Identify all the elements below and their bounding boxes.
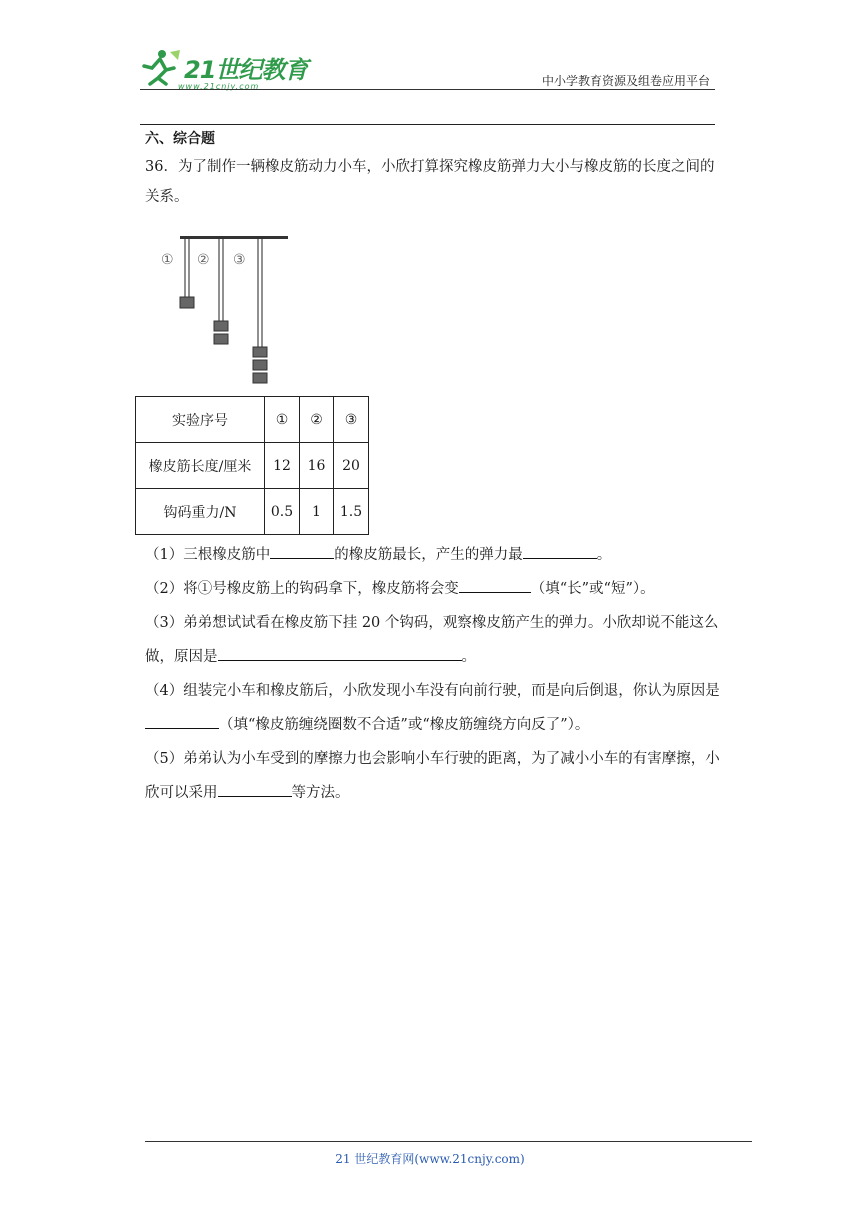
table-cell: 1.5 <box>334 489 369 535</box>
sub-question-text: （1）三根橡皮筋中 <box>145 547 271 563</box>
sub-question-text: 的橡皮筋最长，产生的弹力最 <box>334 547 523 563</box>
sub-question-2 <box>145 572 725 606</box>
table-cell: 实验序号 <box>136 397 265 443</box>
table-row <box>136 443 369 489</box>
table-cell: 0.5 <box>265 489 300 535</box>
table-cell: ① <box>265 397 300 443</box>
table-cell: 1 <box>300 489 334 535</box>
table-cell: 12 <box>265 443 300 489</box>
hanging-bar <box>180 236 288 239</box>
table-cell: 橡皮筋长度/厘米 <box>136 443 265 489</box>
rubber-band-figure <box>158 231 293 391</box>
footer-divider <box>145 1141 752 1142</box>
section-divider <box>140 124 715 125</box>
sub-question-3 <box>145 606 725 674</box>
logo-text: 21世纪教育 <box>184 56 308 84</box>
section-title: 六、综合题 <box>145 131 215 147</box>
table-cell: ② <box>300 397 334 443</box>
answer-blank[interactable] <box>145 714 219 730</box>
sub-question-1 <box>145 538 725 572</box>
table-cell: 20 <box>334 443 369 489</box>
footer-text[interactable]: 21 世纪教育网(www.21cnjy.com) <box>335 1152 525 1166</box>
label-2: ② <box>197 252 210 268</box>
sub-question-5 <box>145 742 725 810</box>
sub-question-text: （2）将①号橡皮筋上的钩码拿下，橡皮筋将会变 <box>145 581 459 597</box>
logo-url: www.21cnjy.com <box>178 82 260 91</box>
sub-question-text: （4）组装完小车和橡皮筋后，小欣发现小车没有向前行驶，而是向后倒退，你认为原因是 <box>145 683 720 699</box>
table-row <box>136 397 369 443</box>
band-3 <box>253 239 267 383</box>
page-header <box>140 40 715 92</box>
question-intro: 36．为了制作一辆橡皮筋动力小车，小欣打算探究橡皮筋弹力大小与橡皮筋的长度之间的关系。 <box>145 159 715 205</box>
header-divider <box>140 89 715 90</box>
sub-question-text: 。 <box>596 547 612 563</box>
label-1: ① <box>161 252 174 268</box>
sub-question-text: （填“长”或“短”）。 <box>530 581 655 597</box>
logo <box>140 48 320 92</box>
answer-blank[interactable] <box>218 646 462 662</box>
table-row <box>136 489 369 535</box>
band-1 <box>180 239 194 308</box>
answer-blank[interactable] <box>523 544 597 560</box>
answer-blank[interactable] <box>270 544 334 560</box>
answer-blank[interactable] <box>459 578 531 594</box>
table-cell: 16 <box>300 443 334 489</box>
experiment-table <box>135 396 369 535</box>
sub-question-4 <box>145 674 725 742</box>
sub-question-text: 等方法。 <box>291 785 350 801</box>
table-cell: ③ <box>334 397 369 443</box>
sub-question-text: （5）弟弟认为小车受到的摩擦力也会影响小车行驶的距离，为了减小小车的有害摩擦，小欣可以采用 <box>145 751 720 801</box>
answer-blank[interactable] <box>218 782 292 798</box>
band-2 <box>214 239 228 344</box>
sub-question-text: （3）弟弟想试试看在橡皮筋下挂 20 个钩码，观察橡皮筋产生的弹力。小欣却说不能这么做，原因是 <box>145 615 719 665</box>
label-3: ③ <box>233 252 246 268</box>
sub-question-text: 。 <box>461 649 476 665</box>
table-cell: 钩码重力/N <box>136 489 265 535</box>
sub-question-text: （填“橡皮筋缠绕圈数不合适”或“橡皮筋缠绕方向反了”）。 <box>219 717 590 733</box>
platform-text: 中小学教育资源及组卷应用平台 <box>541 74 710 88</box>
